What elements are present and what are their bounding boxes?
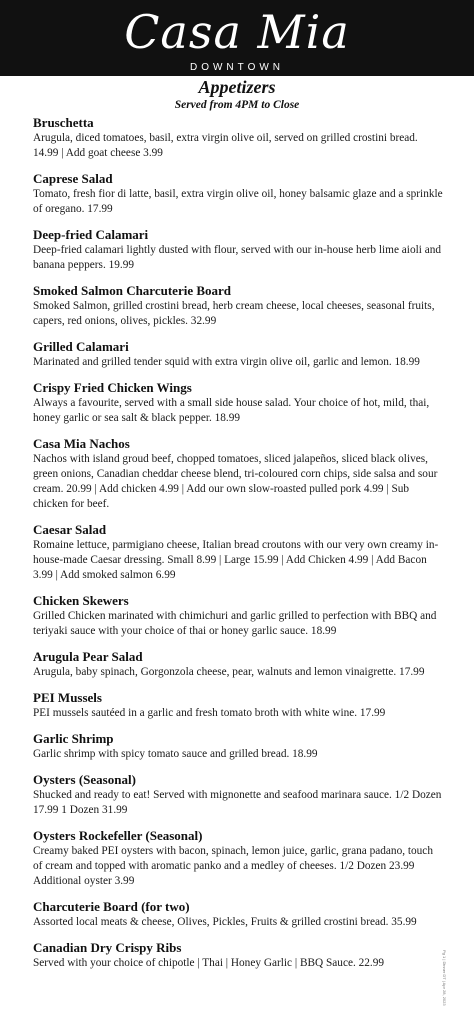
menu-item xyxy=(33,592,445,639)
restaurant-location: DOWNTOWN xyxy=(189,62,285,73)
menu-item-name: Canadian Dry Crispy Ribs xyxy=(33,940,182,955)
menu-item xyxy=(33,939,445,971)
menu-item-description: Tomato, fresh fior di latte, basil, extra virgin olive oil, honey balsamic glaze and a sprinkle of oregano. 17.99 xyxy=(33,188,443,215)
menu-item-description: Marinated and grilled tender squid with extra virgin olive oil, garlic and lemon. 18.99 xyxy=(33,356,420,368)
menu-item xyxy=(33,730,445,762)
menu-item-description: Nachos with island groud beef, chopped tomatoes, sliced jalapeños, sliced black olives, green onions, Canadian cheddar cheese blend, tri-coloured corn chips, side salsa and sour cream. 20.99 | Add chicken 4.99 | Add our own slow-roasted pulled pork 4.99 | Sub chicken for beef. xyxy=(33,453,438,510)
menu-item xyxy=(33,338,445,370)
menu-item-description: Grilled Chicken marinated with chimichuri and garlic grilled to perfection with BBQ and teriyaki sauce with your choice of thai or honey garlic sauce. 18.99 xyxy=(33,610,437,637)
menu-item-description: Smoked Salmon, grilled crostini bread, herb cream cheese, local cheeses, seasonal fruits, capers, red onions, olives, pickles. 32.99 xyxy=(33,300,435,327)
menu-item-description: Garlic shrimp with spicy tomato sauce and grilled bread. 18.99 xyxy=(33,748,318,760)
menu-item-name: Arugula Pear Salad xyxy=(33,649,143,664)
menu-item-name: Deep-fried Calamari xyxy=(33,227,149,242)
menu-item xyxy=(33,771,445,818)
menu-item xyxy=(33,827,445,889)
menu-list xyxy=(33,114,445,980)
menu-item-name: Caesar Salad xyxy=(33,522,107,537)
menu-item xyxy=(33,114,445,161)
menu-item-name: Garlic Shrimp xyxy=(33,731,114,746)
menu-item xyxy=(33,648,445,680)
menu-item xyxy=(33,282,445,329)
menu-item-description: Creamy baked PEI oysters with bacon, spinach, lemon juice, garlic, grana padano, touch of cream and topped with aromatic panko and a medley of cheeses. 1/2 Dozen 23.99 Additional oyster 3.99 xyxy=(33,845,433,887)
menu-item-description: Assorted local meats & cheese, Olives, Pickles, Fruits & grilled crostini bread. 35.99 xyxy=(33,916,417,928)
menu-item-description: Arugula, baby spinach, Gorgonzola cheese, pear, walnuts and lemon vinaigrette. 17.99 xyxy=(33,666,425,678)
menu-item-description: Always a favourite, served with a small side house salad. Your choice of hot, mild, thai, honey garlic or sea salt & black pepper. 18.99 xyxy=(33,397,430,424)
menu-item-name: Smoked Salmon Charcuterie Board xyxy=(33,283,232,298)
menu-item-name: Casa Mia Nachos xyxy=(33,436,130,451)
menu-item-description: PEI mussels sautéed in a garlic and fresh tomato broth with white wine. 17.99 xyxy=(33,707,386,719)
menu-item-description: Romaine lettuce, parmigiano cheese, Italian bread croutons with our very own creamy in-house-made Caesar dressing. Small 8.99 | Large 15.99 | Add Chicken 4.99 | Add Bacon 3.99 | Add smoked salmon 6.99 xyxy=(33,539,439,581)
menu-item-name: Charcuterie Board (for two) xyxy=(33,899,190,914)
menu-item-name: Chicken Skewers xyxy=(33,593,129,608)
menu-item xyxy=(33,379,445,426)
menu-item xyxy=(33,435,445,512)
menu-item-description: Served with your choice of chipotle | Thai | Honey Garlic | BBQ Sauce. 22.99 xyxy=(33,957,385,969)
menu-item-name: Oysters (Seasonal) xyxy=(33,772,136,787)
menu-item xyxy=(33,689,445,721)
section-subtitle: Served from 4PM to Close xyxy=(174,99,300,111)
menu-item-name: PEI Mussels xyxy=(33,690,102,705)
menu-header xyxy=(0,0,474,76)
menu-item-name: Crispy Fried Chicken Wings xyxy=(33,380,192,395)
menu-item xyxy=(33,898,445,930)
menu-item-description: Deep-fried calamari lightly dusted with flour, served with our in-house herb lime aioli and banana peppers. 19.99 xyxy=(33,244,442,271)
menu-item-description: Arugula, diced tomatoes, basil, extra virgin olive oil, served on grilled crostini bread. 14.99 | Add goat cheese 3.99 xyxy=(33,132,418,159)
menu-item-name: Grilled Calamari xyxy=(33,339,129,354)
footer-note: Pg 1 | Dinner DT | Apr 28, 2023 xyxy=(442,950,447,1006)
restaurant-logo: Casa Mia xyxy=(124,5,350,59)
menu-item xyxy=(33,170,445,217)
menu-item-description: Shucked and ready to eat! Served with mignonette and seafood marinara sauce. 1/2 Dozen 17.99 1 Dozen 31.99 xyxy=(33,789,442,816)
menu-item xyxy=(33,226,445,273)
menu-item-name: Caprese Salad xyxy=(33,171,113,186)
menu-item-name: Bruschetta xyxy=(33,115,94,130)
menu-item xyxy=(33,521,445,583)
section-title: Appetizers xyxy=(198,77,276,97)
menu-item-name: Oysters Rockefeller (Seasonal) xyxy=(33,828,203,843)
